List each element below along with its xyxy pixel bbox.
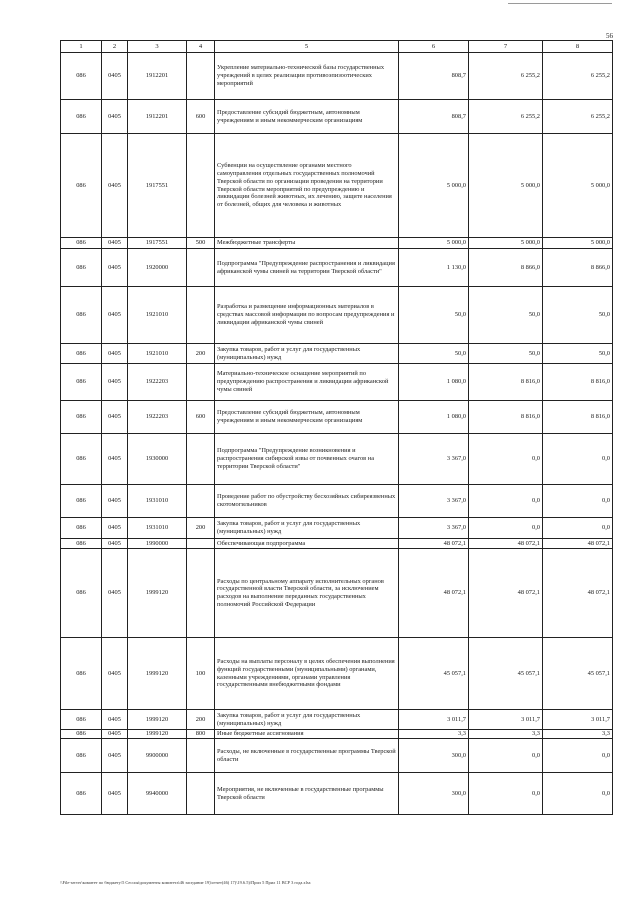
description-cell: Мероприятия, не включенные в государственные программы Тверской области	[215, 773, 399, 815]
header-col-7: 7	[469, 41, 543, 53]
amount-col6-cell: 300,0	[399, 739, 469, 773]
description-cell: Расходы, не включенные в государственные программы Тверской области	[215, 739, 399, 773]
description-cell: Подпрограмма "Предупреждение распространения и ликвидация африканской чумы свиней на территории Тверской области"	[215, 249, 399, 287]
section-code-cell: 0405	[102, 249, 128, 287]
expense-type-cell	[187, 364, 215, 401]
expense-type-cell	[187, 434, 215, 485]
admin-code-cell: 086	[61, 364, 102, 401]
admin-code-cell: 086	[61, 238, 102, 249]
table-row	[61, 710, 613, 730]
target-code-cell: 1912201	[128, 53, 187, 100]
amount-col7-cell: 5 000,0	[469, 238, 543, 249]
table-row	[61, 249, 613, 287]
amount-col6-cell: 50,0	[399, 287, 469, 344]
amount-col8-cell: 50,0	[543, 344, 613, 364]
amount-col7-cell: 8 816,0	[469, 401, 543, 434]
table-row	[61, 401, 613, 434]
target-code-cell: 1922203	[128, 364, 187, 401]
amount-col7-cell: 50,0	[469, 344, 543, 364]
description-cell: Расходы на выплаты персоналу в целях обеспечения выполнения функций государственными (муниципальными) органами, казенными учреждениями, органами управления государственными внебюджетными фондами	[215, 638, 399, 710]
page-number: 56	[606, 32, 613, 40]
amount-col8-cell: 6 255,2	[543, 53, 613, 100]
target-code-cell: 1921010	[128, 344, 187, 364]
admin-code-cell: 086	[61, 249, 102, 287]
section-code-cell: 0405	[102, 485, 128, 518]
admin-code-cell: 086	[61, 287, 102, 344]
description-cell: Предоставление субсидий бюджетным, автономным учреждениям и иным некоммерческим организациям	[215, 100, 399, 134]
admin-code-cell: 086	[61, 638, 102, 710]
description-cell: Разработка и размещение информационных материалов в средствах массовой информации по вопросам предупреждения и ликвидации африканской чумы свиней	[215, 287, 399, 344]
amount-col8-cell: 48 072,1	[543, 539, 613, 549]
amount-col6-cell: 45 057,1	[399, 638, 469, 710]
expense-type-cell: 500	[187, 238, 215, 249]
table-row	[61, 730, 613, 739]
header-col-5: 5	[215, 41, 399, 53]
amount-col7-cell: 0,0	[469, 518, 543, 539]
target-code-cell: 1917551	[128, 134, 187, 238]
expense-type-cell: 200	[187, 344, 215, 364]
table-row	[61, 434, 613, 485]
section-code-cell: 0405	[102, 730, 128, 739]
admin-code-cell: 086	[61, 434, 102, 485]
amount-col6-cell: 3 367,0	[399, 434, 469, 485]
description-cell: Субвенции на осуществление органами местного самоуправления отдельных государственных полномочий Тверской области по организации проведения на территории Тверской области мероприятий по предупреждению и ликвидации болезней животных, их лечению, защите населения от болезней, общих для человека и животных	[215, 134, 399, 238]
description-cell: Обеспечивающая подпрограмма	[215, 539, 399, 549]
expense-type-cell: 600	[187, 100, 215, 134]
section-code-cell: 0405	[102, 401, 128, 434]
amount-col8-cell: 0,0	[543, 518, 613, 539]
target-code-cell: 1990000	[128, 539, 187, 549]
amount-col7-cell: 0,0	[469, 485, 543, 518]
amount-col8-cell: 50,0	[543, 287, 613, 344]
header-col-2: 2	[102, 41, 128, 53]
amount-col8-cell: 8 816,0	[543, 364, 613, 401]
section-code-cell: 0405	[102, 434, 128, 485]
amount-col8-cell: 6 255,2	[543, 100, 613, 134]
target-code-cell: 1999120	[128, 730, 187, 739]
section-code-cell: 0405	[102, 773, 128, 815]
section-code-cell: 0405	[102, 238, 128, 249]
expense-type-cell: 200	[187, 710, 215, 730]
header-col-3: 3	[128, 41, 187, 53]
admin-code-cell: 086	[61, 344, 102, 364]
amount-col8-cell: 5 000,0	[543, 238, 613, 249]
target-code-cell: 9900000	[128, 739, 187, 773]
description-cell: Межбюджетные трансферты	[215, 238, 399, 249]
section-code-cell: 0405	[102, 539, 128, 549]
expense-type-cell	[187, 287, 215, 344]
amount-col7-cell: 3,3	[469, 730, 543, 739]
expense-type-cell	[187, 539, 215, 549]
table-row	[61, 518, 613, 539]
amount-col6-cell: 1 080,0	[399, 401, 469, 434]
description-cell: Материально-техническое оснащение мероприятий по предупреждению распространения и ликвидации африканской чумы свиней	[215, 364, 399, 401]
section-code-cell: 0405	[102, 344, 128, 364]
amount-col6-cell: 3 367,0	[399, 485, 469, 518]
amount-col8-cell: 48 072,1	[543, 549, 613, 638]
target-code-cell: 1931010	[128, 518, 187, 539]
description-cell: Закупка товаров, работ и услуг для государственных (муниципальных) нужд	[215, 710, 399, 730]
section-code-cell: 0405	[102, 638, 128, 710]
expense-type-cell	[187, 134, 215, 238]
table-row	[61, 100, 613, 134]
amount-col6-cell: 5 000,0	[399, 134, 469, 238]
target-code-cell: 1912201	[128, 100, 187, 134]
table-row	[61, 739, 613, 773]
table-row	[61, 485, 613, 518]
amount-col7-cell: 5 000,0	[469, 134, 543, 238]
amount-col7-cell: 48 072,1	[469, 539, 543, 549]
target-code-cell: 1921010	[128, 287, 187, 344]
amount-col7-cell: 0,0	[469, 739, 543, 773]
table-row	[61, 773, 613, 815]
expense-type-cell	[187, 53, 215, 100]
table-row	[61, 638, 613, 710]
section-code-cell: 0405	[102, 518, 128, 539]
header-col-6: 6	[399, 41, 469, 53]
header-col-1: 1	[61, 41, 102, 53]
amount-col6-cell: 3,3	[399, 730, 469, 739]
amount-col6-cell: 808,7	[399, 53, 469, 100]
amount-col8-cell: 8 866,0	[543, 249, 613, 287]
expense-type-cell	[187, 249, 215, 287]
admin-code-cell: 086	[61, 549, 102, 638]
amount-col6-cell: 48 072,1	[399, 539, 469, 549]
description-cell: Закупка товаров, работ и услуг для государственных (муниципальных) нужд	[215, 518, 399, 539]
target-code-cell: 1922203	[128, 401, 187, 434]
amount-col6-cell: 5 000,0	[399, 238, 469, 249]
target-code-cell: 9940000	[128, 773, 187, 815]
amount-col6-cell: 48 072,1	[399, 549, 469, 638]
table-row	[61, 364, 613, 401]
header-row	[61, 41, 613, 53]
footer-file-path: \\File-server\комитет по бюджету\5 Сессия\документы комитета\46 заседание 19)\отчет(46) 17)\19.6.5)\Прил 5 Прил 11 ВСР 3 года.xlsx	[60, 880, 311, 885]
admin-code-cell: 086	[61, 539, 102, 549]
admin-code-cell: 086	[61, 485, 102, 518]
section-code-cell: 0405	[102, 739, 128, 773]
amount-col6-cell: 300,0	[399, 773, 469, 815]
top-rule	[508, 3, 612, 4]
amount-col8-cell: 0,0	[543, 739, 613, 773]
admin-code-cell: 086	[61, 100, 102, 134]
description-cell: Иные бюджетные ассигнования	[215, 730, 399, 739]
target-code-cell: 1999120	[128, 549, 187, 638]
amount-col6-cell: 808,7	[399, 100, 469, 134]
section-code-cell: 0405	[102, 53, 128, 100]
description-cell: Предоставление субсидий бюджетным, автономным учреждениям и иным некоммерческим организациям	[215, 401, 399, 434]
expense-type-cell: 800	[187, 730, 215, 739]
expense-type-cell	[187, 739, 215, 773]
description-cell: Подпрограмма "Предупреждение возникновения и распространения сибирской язвы от почвенных очагов на территории Тверской области"	[215, 434, 399, 485]
amount-col8-cell: 5 000,0	[543, 134, 613, 238]
admin-code-cell: 086	[61, 53, 102, 100]
table-row	[61, 287, 613, 344]
admin-code-cell: 086	[61, 401, 102, 434]
amount-col7-cell: 50,0	[469, 287, 543, 344]
expense-type-cell	[187, 549, 215, 638]
target-code-cell: 1920000	[128, 249, 187, 287]
admin-code-cell: 086	[61, 518, 102, 539]
amount-col6-cell: 1 080,0	[399, 364, 469, 401]
amount-col8-cell: 3 011,7	[543, 710, 613, 730]
admin-code-cell: 086	[61, 773, 102, 815]
amount-col8-cell: 0,0	[543, 485, 613, 518]
section-code-cell: 0405	[102, 710, 128, 730]
description-cell: Расходы по центральному аппарату исполнительных органов государственной власти Тверской области, за исключением расходов на выполнение переданных государственных полномочий Российской Федерации	[215, 549, 399, 638]
amount-col6-cell: 3 011,7	[399, 710, 469, 730]
amount-col7-cell: 48 072,1	[469, 549, 543, 638]
section-code-cell: 0405	[102, 364, 128, 401]
table-row	[61, 53, 613, 100]
amount-col8-cell: 45 057,1	[543, 638, 613, 710]
description-cell: Закупка товаров, работ и услуг для государственных (муниципальных) нужд	[215, 344, 399, 364]
admin-code-cell: 086	[61, 710, 102, 730]
expense-type-cell: 200	[187, 518, 215, 539]
header-col-8: 8	[543, 41, 613, 53]
amount-col7-cell: 45 057,1	[469, 638, 543, 710]
amount-col7-cell: 0,0	[469, 773, 543, 815]
admin-code-cell: 086	[61, 134, 102, 238]
amount-col8-cell: 8 816,0	[543, 401, 613, 434]
description-cell: Укрепление материально-технической базы государственных учреждений в целях реализации противоэпизоотических мероприятий	[215, 53, 399, 100]
expense-type-cell: 100	[187, 638, 215, 710]
admin-code-cell: 086	[61, 739, 102, 773]
table-row	[61, 549, 613, 638]
amount-col7-cell: 3 011,7	[469, 710, 543, 730]
expense-type-cell	[187, 773, 215, 815]
target-code-cell: 1999120	[128, 710, 187, 730]
target-code-cell: 1999120	[128, 638, 187, 710]
amount-col8-cell: 0,0	[543, 434, 613, 485]
admin-code-cell: 086	[61, 730, 102, 739]
amount-col8-cell: 0,0	[543, 773, 613, 815]
section-code-cell: 0405	[102, 134, 128, 238]
amount-col7-cell: 6 255,2	[469, 53, 543, 100]
header-col-4: 4	[187, 41, 215, 53]
amount-col6-cell: 1 130,0	[399, 249, 469, 287]
table-body	[61, 53, 613, 815]
target-code-cell: 1917551	[128, 238, 187, 249]
amount-col6-cell: 50,0	[399, 344, 469, 364]
target-code-cell: 1931010	[128, 485, 187, 518]
amount-col6-cell: 3 367,0	[399, 518, 469, 539]
description-cell: Проведение работ по обустройству бесхозяйных сибиреязвенных скотомогильников	[215, 485, 399, 518]
amount-col7-cell: 8 816,0	[469, 364, 543, 401]
table-row	[61, 539, 613, 549]
amount-col7-cell: 0,0	[469, 434, 543, 485]
amount-col7-cell: 6 255,2	[469, 100, 543, 134]
section-code-cell: 0405	[102, 287, 128, 344]
amount-col8-cell: 3,3	[543, 730, 613, 739]
section-code-cell: 0405	[102, 100, 128, 134]
table-row	[61, 134, 613, 238]
budget-table	[60, 40, 613, 815]
amount-col7-cell: 8 866,0	[469, 249, 543, 287]
target-code-cell: 1930000	[128, 434, 187, 485]
expense-type-cell: 600	[187, 401, 215, 434]
section-code-cell: 0405	[102, 549, 128, 638]
expense-type-cell	[187, 485, 215, 518]
table-row	[61, 344, 613, 364]
table-row	[61, 238, 613, 249]
